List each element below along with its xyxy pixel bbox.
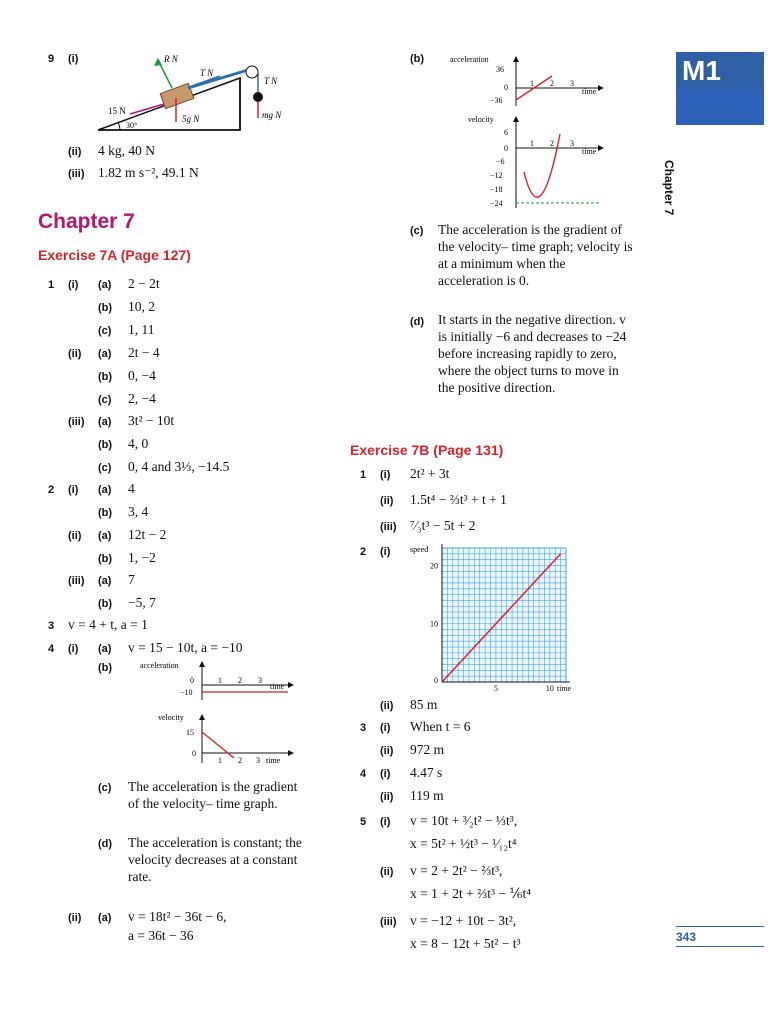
answer: v = 4 + t, a = 1 [68, 617, 148, 632]
chart-ylabel: speed [410, 545, 429, 554]
chart-ytick-10: 10 [430, 619, 438, 629]
right-acc-ytick-m36: −36 [490, 96, 503, 105]
part-label: (ii) [68, 530, 82, 542]
answer: 4, 0 [128, 436, 149, 451]
right-acceleration-graph [440, 50, 610, 110]
subpart-label: (a) [98, 279, 112, 291]
q9-part-iii-label: (iii) [68, 168, 85, 180]
answer: 2t² + 3t [410, 466, 450, 481]
chart-xtick-0: 0 [434, 676, 438, 685]
left-velocity-graph [130, 708, 300, 768]
question-number: 5 [360, 816, 367, 828]
right-acc-xtick-1: 1 [530, 79, 534, 88]
part-label: (i) [380, 816, 391, 828]
q4-part-ii-label: (ii) [68, 912, 82, 924]
chart-xtick-10: 10 [545, 684, 554, 693]
force-R: R N [164, 54, 178, 64]
answer: v = −12 + 10t − 3t², [410, 913, 517, 928]
left-vel-xtick-2: 2 [238, 756, 242, 765]
answer: 1.5t⁴ − ⅔t³ + t + 1 [410, 492, 507, 507]
right-vel-xtick-2: 2 [550, 139, 554, 148]
right-vel-xtick-1: 1 [530, 139, 534, 148]
subpart-label: (c) [98, 325, 112, 337]
q4-part-ii-a-label: (a) [98, 912, 112, 924]
subpart-label: (b) [98, 598, 113, 610]
left-vel-xtick-3: 3 [256, 756, 260, 765]
left-acc-xlabel: time [270, 682, 285, 691]
force-T2: T N [264, 76, 278, 86]
left-vel-ytick-0: 0 [192, 749, 196, 758]
right-acc-xlabel: time [582, 87, 597, 96]
chart-xlabel: time [556, 684, 572, 693]
part-label: (iii) [68, 416, 85, 428]
left-acc-xtick-3: 3 [258, 676, 262, 685]
part-label: (i) [380, 469, 391, 481]
right-vel-xtick-3: 3 [570, 139, 574, 148]
part-label: (i) [68, 643, 79, 655]
force-friction: 15 N [108, 106, 126, 116]
answer: 119 m [410, 788, 444, 803]
q4-part-d: The acceleration is constant; the velocity decreases at a constant rate. [128, 835, 302, 884]
part-label: (i) [68, 484, 79, 496]
part-label: (ii) [380, 866, 394, 878]
answer: 1, 11 [128, 322, 155, 337]
right-vel-ytick-m12: −12 [490, 171, 503, 180]
answer: 3t² − 10t [128, 413, 175, 428]
q4-part-ii-v: v = 18t² − 36t − 6, [128, 909, 227, 924]
question-number: 4 [48, 643, 55, 655]
answer: 4 [128, 481, 135, 496]
subpart-label: (c) [98, 462, 112, 474]
subpart-label: (a) [98, 643, 112, 655]
subpart-label: (a) [98, 416, 112, 428]
subpart-label: (b) [98, 439, 113, 451]
incline-diagram [90, 50, 300, 140]
part-label: (i) [380, 768, 391, 780]
right-part-d-label: (d) [410, 316, 425, 328]
part-label: (ii) [68, 348, 82, 360]
answer: 3, 4 [128, 504, 149, 519]
right-vel-ytick-m24: −24 [490, 199, 503, 208]
question-number: 1 [360, 469, 367, 481]
left-acc-ytick-0: 0 [190, 676, 194, 685]
speed-time-chart [400, 542, 572, 694]
q4-part-b-label: (b) [98, 662, 113, 674]
q9-part-i: (i) [68, 53, 79, 65]
part-label: (ii) [380, 700, 394, 712]
left-vel-xtick-1: 1 [218, 756, 222, 765]
chapter-side-label: Chapter 7 [662, 160, 676, 216]
right-velocity-graph [440, 112, 610, 212]
answer: 1, −2 [128, 550, 156, 565]
part-label: (iii) [68, 575, 85, 587]
left-vel-xlabel: time [266, 756, 281, 765]
answer: 10, 2 [128, 299, 155, 314]
left-vel-ylabel: velocity [158, 713, 184, 722]
subpart-label: (a) [98, 575, 112, 587]
right-vel-ytick-6: 6 [504, 128, 508, 137]
subpart-label: (b) [98, 371, 113, 383]
right-part-d: It starts in the negative direction. v is initially −6 and decreases to −24 before increasing rapidly to zero, where the object turns to move in the positive direction. [438, 312, 627, 395]
answer: −5, 7 [128, 595, 156, 610]
subpart-label: (b) [98, 507, 113, 519]
answer: x = 8 − 12t + 5t² − t³ [410, 936, 521, 951]
part-label: (iii) [380, 916, 397, 928]
question-number: 2 [48, 484, 55, 496]
answer: 2t − 4 [128, 345, 160, 360]
question-number: 4 [360, 768, 367, 780]
right-part-c: The acceleration is the gradient of the velocity– time graph; velocity is at a minimum when the acceleration is 0. [438, 222, 633, 288]
answer: 972 m [410, 742, 445, 757]
subpart-label: (a) [98, 484, 112, 496]
force-T1: T N [200, 68, 214, 78]
right-acc-ytick-0: 0 [504, 83, 508, 92]
question-number: 3 [360, 722, 367, 734]
subpart-label: (a) [98, 348, 112, 360]
answer: x = 1 + 2t + ⅔t³ − ⅙t⁴ [410, 886, 531, 901]
left-acc-xtick-2: 2 [238, 676, 242, 685]
exercise-7a-title: Exercise 7A (Page 127) [38, 247, 191, 263]
part-label: (ii) [380, 495, 394, 507]
subpart-label: (b) [98, 302, 113, 314]
right-acc-xtick-3: 3 [570, 79, 574, 88]
chart-xtick-5: 5 [493, 684, 498, 693]
q2-part-i: (i) [380, 546, 391, 558]
q4-part-ii-a: a = 36t − 36 [128, 928, 194, 943]
right-part-c-label: (c) [410, 225, 424, 237]
question-number: 3 [48, 620, 55, 632]
left-acc-ylabel: acceleration [140, 661, 179, 670]
part-label: (ii) [380, 745, 394, 757]
answer: ⁷⁄₃t³ − 5t + 2 [410, 518, 476, 533]
subpart-label: (b) [98, 553, 113, 565]
right-vel-ytick-m18: −18 [490, 185, 503, 194]
part-label: (iii) [380, 521, 397, 533]
chapter-title: Chapter 7 [38, 210, 135, 233]
exercise-7b-title: Exercise 7B (Page 131) [350, 442, 504, 458]
q9-part-ii-label: (ii) [68, 146, 82, 158]
answer: 85 m [410, 697, 438, 712]
left-acc-ytick-1: −10 [180, 688, 193, 697]
angle-label: 30° [126, 121, 138, 130]
answer: v = 10t + ³⁄₂t² − ⅓t³, [410, 813, 518, 828]
answer: v = 2 + 2t² − ⅔t³, [410, 863, 503, 878]
right-acc-ytick-36: 36 [496, 65, 504, 74]
part-label: (i) [68, 279, 79, 291]
part-label: (ii) [380, 791, 394, 803]
page-number: 343 [676, 930, 697, 944]
part-label: (i) [380, 722, 391, 734]
right-vel-xlabel: time [582, 147, 597, 156]
answer: x = 5t² + ½t³ − ¹⁄₁₂t⁴ [410, 836, 517, 851]
q9-part-iii: 1.82 m s⁻², 49.1 N [98, 165, 199, 180]
left-vel-ytick-15: 15 [186, 728, 194, 737]
q4-part-d-label: (d) [98, 838, 113, 850]
force-weight: 5g N [182, 114, 200, 124]
q9-part-ii: 4 kg, 40 N [98, 143, 155, 158]
answer: When t = 6 [410, 719, 471, 734]
question-number: 1 [48, 279, 55, 291]
force-mg: mg N [262, 110, 282, 120]
right-acc-ylabel: acceleration [450, 55, 489, 64]
answer: 2 − 2t [128, 276, 160, 291]
q4-part-c-label: (c) [98, 782, 112, 794]
answer: 12t − 2 [128, 527, 167, 542]
right-vel-ytick-m6: −6 [496, 157, 505, 166]
q2-number: 2 [360, 546, 367, 558]
left-acc-xtick-1: 1 [218, 676, 222, 685]
section-tag: M1 [676, 52, 764, 89]
answer: v = 15 − 10t, a = −10 [128, 640, 243, 655]
chart-ytick-20: 20 [430, 561, 438, 571]
q4-part-c: The acceleration is the gradient of the velocity– time graph. [128, 779, 298, 811]
right-vel-ylabel: velocity [468, 115, 494, 124]
subpart-label: (a) [98, 530, 112, 542]
right-acc-xtick-2: 2 [550, 79, 554, 88]
answer: 4.47 s [410, 765, 443, 780]
answer: 2, −4 [128, 391, 156, 406]
subpart-label: (c) [98, 394, 112, 406]
answer: 7 [128, 572, 135, 587]
right-part-b-label: (b) [410, 53, 425, 65]
section-tag-bar [676, 89, 764, 125]
left-acceleration-graph [130, 655, 300, 705]
answer: 0, 4 and 3⅓, −14.5 [128, 459, 230, 474]
answer: 0, −4 [128, 368, 156, 383]
right-vel-ytick-0: 0 [504, 144, 508, 153]
q9-number: 9 [48, 53, 55, 65]
